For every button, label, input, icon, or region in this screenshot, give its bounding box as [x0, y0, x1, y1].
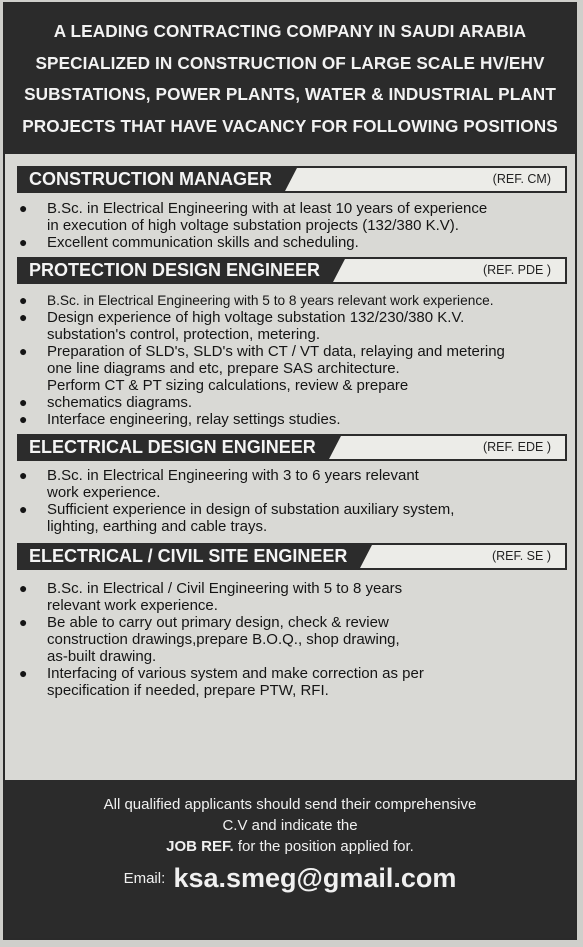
position-ref: (REF. PDE )	[482, 263, 551, 277]
list-item: ● Preparation of SLD's, SLD's with CT / VT data, relaying and metering one line diagrams and etc, prepare SAS architecture. Perform CT & PT sizing calculations, review & prepare	[19, 343, 505, 394]
position-heading	[17, 257, 567, 284]
header-line: SUBSTATIONS, POWER PLANTS, WATER & INDUSTRIAL PLANT	[24, 84, 556, 104]
list-item: ● Sufficient experience in design of substation auxiliary system, lighting, earthing and cable trays.	[19, 501, 455, 535]
list-item: ● B.Sc. in Electrical Engineering with 5 to 8 years relevant work experience.	[19, 292, 494, 308]
header-line: PROJECTS THAT HAVE VACANCY FOR FOLLOWING POSITIONS	[22, 115, 558, 136]
position-title: ELECTRICAL DESIGN ENGINEER	[19, 434, 328, 461]
position-ref: (REF. EDE )	[482, 440, 551, 454]
bullet-icon: ●	[19, 411, 28, 427]
list-item: ● B.Sc. in Electrical Engineering with 3 to 6 years relevant work experience.	[19, 467, 419, 501]
header-line: SPECIALIZED IN CONSTRUCTION OF LARGE SCALE HV/EHV	[35, 52, 545, 73]
position-title: CONSTRUCTION MANAGER	[19, 166, 284, 193]
requirements-list	[5, 580, 575, 699]
position-title: ELECTRICAL / CIVIL SITE ENGINEER	[19, 543, 359, 570]
position-heading	[17, 543, 567, 570]
list-item: ● Interfacing of various system and make correction as per specification if needed, prepare PTW, RFI.	[19, 665, 424, 699]
company-header	[5, 4, 575, 154]
requirements-list	[5, 292, 575, 428]
list-item: ● B.Sc. in Electrical Engineering with at least 10 years of experience in execution of high voltage substation projects (132/380 K.V).	[19, 200, 488, 234]
bullet-icon: ●	[19, 394, 28, 410]
email-label: Email:	[123, 870, 166, 887]
email-row	[5, 863, 575, 894]
bullet-icon: ●	[19, 343, 28, 359]
application-footer	[5, 780, 575, 938]
bullet-icon: ●	[19, 292, 28, 308]
list-item: ● Interface engineering, relay settings studies.	[19, 411, 341, 428]
bullet-icon: ●	[19, 614, 28, 630]
list-item: ● Design experience of high voltage substation 132/230/380 K.V. substation's control, protection, metering.	[19, 309, 465, 343]
list-item: ● Be able to carry out primary design, check & review construction drawings,prepare B.O.Q., shop drawing, as-built drawing.	[19, 614, 400, 665]
footer-text: C.V and indicate the	[222, 817, 358, 834]
list-item: ● B.Sc. in Electrical / Civil Engineering with 5 to 8 years relevant work experience.	[19, 580, 403, 614]
list-item: ● schematics diagrams.	[19, 394, 193, 411]
bullet-icon: ●	[19, 200, 28, 216]
position-ref: (REF. CM)	[492, 172, 551, 186]
position-title: PROTECTION DESIGN ENGINEER	[19, 257, 332, 284]
requirements-list	[5, 467, 575, 535]
header-line: A LEADING CONTRACTING COMPANY IN SAUDI ARABIA	[53, 21, 527, 41]
bullet-icon: ●	[19, 467, 28, 483]
requirements-list	[5, 200, 575, 251]
job-advertisement	[3, 2, 577, 940]
email-address[interactable]: ksa.smeg@gmail.com	[173, 863, 457, 893]
position-heading	[17, 166, 567, 193]
position-ref: (REF. SE )	[491, 549, 551, 563]
bullet-icon: ●	[19, 234, 28, 250]
footer-text: All qualified applicants should send their comprehensive	[103, 796, 477, 813]
bullet-icon: ●	[19, 665, 28, 681]
bullet-icon: ●	[19, 580, 28, 596]
position-heading	[17, 434, 567, 461]
list-item: ● Excellent communication skills and scheduling.	[19, 234, 359, 251]
job-ref-label: JOB REF.	[166, 838, 234, 855]
bullet-icon: ●	[19, 309, 28, 325]
footer-text: JOB REF. for the position applied for.	[166, 838, 414, 855]
bullet-icon: ●	[19, 501, 28, 517]
